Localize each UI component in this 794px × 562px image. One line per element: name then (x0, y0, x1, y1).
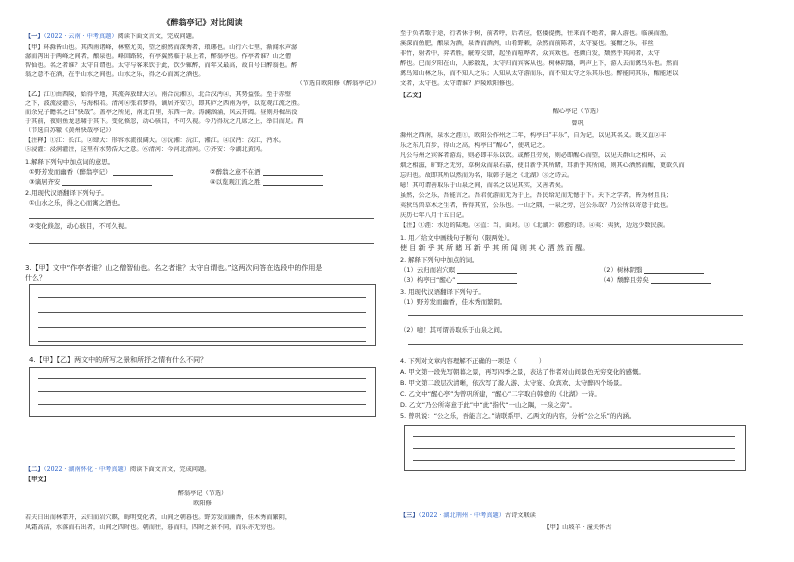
notes-line: ⑤浸灌：浸润灌注，这里有水势浩大之意。⑥清河：今河北清河。⑦齐安：今湖北黄冈。 (25, 146, 267, 153)
q1-item-text: ④以览观江流之胜 (210, 178, 261, 186)
passage-line: 溪深而鱼肥，酿泉为酒，泉香而酒洌，山肴野蔌，杂然而前陈者，太守宴也。宴酣之乐，非丝 (400, 40, 654, 47)
section-three-heading (400, 512, 536, 520)
answer-line[interactable] (38, 312, 366, 313)
yi-source: （节选自苏辙《黄州快哉亭记》） (25, 127, 115, 134)
passage-line: 风霜高洁，水落而石出者，山间之四时也。朝而往，暮而归，四时之景不同，而乐亦无穷也。 (25, 524, 279, 531)
q3-item-1: （1）野芳发而幽香，佳木秀而繁阴。 (400, 298, 507, 306)
jia-wen-label: 【甲文】 (25, 476, 50, 483)
yi-line: 虽然，公之乐，吾能言之。吾君优游而无为于上，吾民给足而无憾于下。天下之学者，皆为材且良； (400, 192, 673, 199)
passage-author: 欧阳修 (193, 500, 212, 507)
q4-option-b[interactable]: B. 甲文第二段层次清晰，依次写了滁人游、太守宴、众宾欢、太守醉四个场景。 (400, 379, 626, 387)
passage-line: 若夫日出而林霏开，云归而岩穴暝，晦明变化者，山间之朝暮也。野芳发而幽香，佳木秀而繁阴， (25, 514, 292, 521)
yi-line: 而余兄子瞻名之曰“快哉”。盖亭之所见，南北百里，东西一舍。涛澜汹涌，风云开阖。昼则舟楫出没 (25, 109, 298, 116)
answer-blank[interactable] (62, 179, 152, 186)
section-one-instruction: 阅读下面文言文，完成问题。 (117, 33, 198, 40)
q1-item-text: ②醉翁之意不在酒 (210, 168, 261, 176)
q2-item-text: （1）云归而岩穴暝 (400, 266, 456, 274)
passage-line: 文者，太守也。太守谓谁？庐陵欧阳修也。 (400, 80, 518, 87)
q2-item (600, 276, 711, 284)
question-4: 4. 下列对文章内容理解不正确的一项是（ ） (400, 357, 546, 365)
passage-line: 禽鸟知山林之乐，而不知人之乐；人知从太守游而乐，而不知太守之乐其乐也。醉能同其乐，醒能述以 (400, 70, 679, 77)
answer-line[interactable] (413, 460, 735, 461)
question-2: 2. 解释下列句中加点的词。 (400, 256, 479, 264)
passage-line: 至于负者歌于途，行者休于树，前者呼，后者应，伛偻提携，往来而不绝者，滁人游也。临溪而渔， (400, 30, 673, 37)
q4-option-a[interactable]: A. 甲文第一段先写朝暮之景，再写四季之景，表达了作者对山间景色无穷变化的感慨。 (400, 368, 645, 376)
answer-line[interactable] (408, 315, 743, 316)
yi-line: 噫！其可谓善取乐于山泉之间，而名之以见其实，又善者矣。 (400, 182, 568, 189)
answer-blank[interactable] (263, 169, 323, 176)
yi-line: 烟之相滋，旷野之无穷，草树众而泉石嘉，使目新乎其所睹，耳新乎其所闻，则其心洒然而醒，更欲久而 (400, 162, 685, 169)
q2-item (400, 276, 517, 284)
section-two-label: 【二】 (25, 466, 44, 473)
section-three-label: 【三】 (400, 512, 419, 519)
section-three-source: （2022 · 湖北荆州 · 中考真题） (418, 512, 505, 519)
q2-item (400, 266, 517, 274)
jia-line: 【甲】环滁皆山也。其西南诸峰，林壑尤美，望之蔚然而深秀者，琅琊也。山行六七里，渐闻水声潺 (25, 44, 298, 51)
answer-line[interactable] (29, 218, 374, 219)
yi-line: 庆历七年八月十五日记。 (400, 212, 469, 219)
q3-item-2: （2）噫！其可谓善取乐于山泉之间。 (400, 326, 507, 334)
jia-line: 翁之意不在酒，在乎山水之间也。山水之乐，得之心而寓之酒也。 (25, 71, 205, 78)
question-4-text: 4. 下列对文章内容理解不正确的一项是 (400, 357, 511, 365)
answer-box-q3[interactable] (29, 284, 376, 346)
question-1: 1.解释下列句中加点词的意思。 (25, 158, 115, 166)
q1-item (210, 178, 323, 186)
q1-item-text: ①野芳发而幽香（醉翁亭记） (29, 168, 112, 176)
yi-line: 于其前，夜则鱼龙悲啸于其下。变化倏忽，动心骇目，不可久视。今乃得玩之几席之上，举目而足。西 (25, 118, 304, 125)
section-three-subtitle: 【甲】山坡羊 · 潼关怀古 (543, 524, 612, 531)
passage-title: 醉翁亭记（节选） (177, 490, 228, 497)
yi-line: 乐之东几百步，得山之高，构亭曰“醒心”，使巩记之。 (400, 142, 549, 149)
worksheet-title: 《醉翁亭记》对比阅读 (162, 18, 243, 26)
answer-blank[interactable] (457, 267, 517, 274)
yi-line: 【乙】江①由西陵，始得平地，其流奔放肆大②。南合沅湘③，北合汉沔④，其势益张。至于赤壁 (25, 91, 292, 98)
question-3: 3.【甲】文中“作亭者谁？山之僧智仙也。名之者谁？太守自谓也。”这两次问答在选段中的作用是 (25, 264, 323, 272)
yi-notes: 【注】①涯：水边的陆地。②直：当，面对。③《北湖》：韩愈的诗。④夷：夷狄，边远少数民族。 (400, 222, 670, 229)
q1-item (210, 168, 323, 176)
question-2: 2.用现代汉语翻译下列句子。 (25, 189, 108, 197)
section-one-source: （2022 · 云南 · 中考真题） (43, 33, 118, 40)
answer-blank[interactable] (651, 277, 711, 284)
question-5: 5. 曾巩说：“公之乐，吾能言之。”请联系甲、乙两文的内容，分析“公之乐”的内涵。 (400, 412, 636, 420)
answer-blank[interactable] (113, 169, 173, 176)
notes-line: 【注释】①江：长江。②肆大：形容水流很阔大。③沅湘：沅江，湘江。④汉沔：汉江，沔水。 (25, 137, 285, 144)
jia-source: （节选自欧阳修《醉翁亭记》） (296, 80, 380, 87)
answer-blank[interactable] (644, 267, 704, 274)
answer-blank[interactable] (457, 277, 517, 284)
section-one-label: 【一】 (25, 33, 44, 40)
yi-line: 夷狄鸟兽草木之生者，皆得其宜，公乐也。一山之隅，一泉之旁，岂公乐哉？乃公所以寄意于此也。 (400, 202, 673, 209)
q1-sentence: 使 目 新 乎 其 所 睹 耳 新 乎 其 所 闻 则 其 心 洒 然 而 醒。 (400, 244, 590, 252)
yi-line: 之下，波流浸灌⑤，与海相若。清河⑥张君梦得，谪居齐安⑦，即其庐之西南为亭，以览观江流之胜。 (25, 100, 304, 107)
answer-line[interactable] (38, 341, 366, 342)
section-two-source: （2022 · 湖南怀化 · 中考真题） (43, 466, 130, 473)
q2-item-text: （3）构亭曰“醒心” (400, 276, 456, 284)
answer-box-q4[interactable] (29, 367, 376, 417)
answer-line[interactable] (38, 404, 366, 405)
yi-line: 凡公与州之宾客者游焉，则必即丰乐以饮。或醉且劳矣，则必即醒心而望，以见夫群山之相环，云 (400, 152, 667, 159)
question-3: 3. 用现代汉语翻译下列句子。 (400, 288, 485, 296)
passage-author: 曾巩 (571, 120, 584, 127)
q1-item (29, 178, 152, 186)
section-three-instruction: 古诗文联读 (504, 512, 536, 519)
answer-line[interactable] (38, 391, 366, 392)
jia-line: 潺而泻出于两峰之间者，酿泉也。峰回路转，有亭翼然临于泉上者，醉翁亭也。作亭者谁？山之僧 (25, 53, 292, 60)
q2-item-text: （2）树林阴翳 (600, 266, 643, 274)
q2-item (600, 266, 704, 274)
section-one-heading (25, 33, 198, 41)
jia-line: 智仙也。名之者谁？太守自谓也。太守与客来饮于此，饮少辄醉，而年又最高，故自号曰醉翁也。醉 (25, 62, 298, 69)
q2-item: ①山水之乐，得之心而寓之酒也。 (29, 199, 125, 207)
answer-blank[interactable] (263, 179, 323, 186)
passage-line: 非竹，射者中，弈者胜，觥筹交错，起坐而喧哗者，众宾欢也。苍颜白发，颓然乎其间者，太守 (400, 50, 660, 57)
section-two-heading (25, 466, 210, 474)
q2-item-text: （4）颓醉且劳矣 (600, 276, 649, 284)
answer-line[interactable] (38, 378, 366, 379)
answer-line[interactable] (413, 448, 735, 449)
question-3-cont: 什么？ (25, 274, 46, 282)
answer-line[interactable] (38, 327, 366, 328)
q4-option-c[interactable]: C. 乙文中“醒心亭”为曾巩所建，“醒心”二字取自韩愈的《北湖》一诗。 (400, 390, 601, 398)
answer-line[interactable] (413, 436, 735, 437)
yi-wen-label: 【乙文】 (400, 92, 425, 99)
question-1: 1. 用／给文中画线句子断句（限两处）。 (400, 234, 514, 242)
passage-line: 醉也。已而夕阳在山，人影散乱，太守归而宾客从也。树林阴翳，鸣声上下，游人去而禽鸟乐也。然而 (400, 60, 679, 67)
answer-line[interactable] (29, 243, 374, 244)
passage-title: 醒心亭记（节选） (552, 108, 603, 115)
answer-line[interactable] (408, 344, 743, 345)
q2-item: ②变化倏忽，动心骇目，不可久视。 (29, 222, 131, 230)
answer-line[interactable] (38, 297, 366, 298)
yi-line: 忘归也。故即其所以然而为名，取韩子退之《北湖》③之诗云。 (400, 172, 574, 179)
q1-item (29, 168, 173, 176)
yi-line: 滁州之西南，泉水之涯①，欧阳公作州之二年，构亭曰“丰乐”，自为记，以见其名义。既又直②丰 (400, 132, 667, 139)
section-two-instruction: 阅读下面文言文，完成问题。 (129, 466, 211, 473)
answer-box-q5[interactable] (404, 425, 746, 471)
question-4: 4.【甲】【乙】两文中的所写之景和所抒之情有什么不同？ (29, 356, 208, 364)
q1-item-text: ③谪居齐安 (29, 178, 61, 186)
q4-option-d[interactable]: D. 乙文“乃公所寄意于此”中“此”指代“一山之隅，一泉之旁”。 (400, 401, 576, 409)
